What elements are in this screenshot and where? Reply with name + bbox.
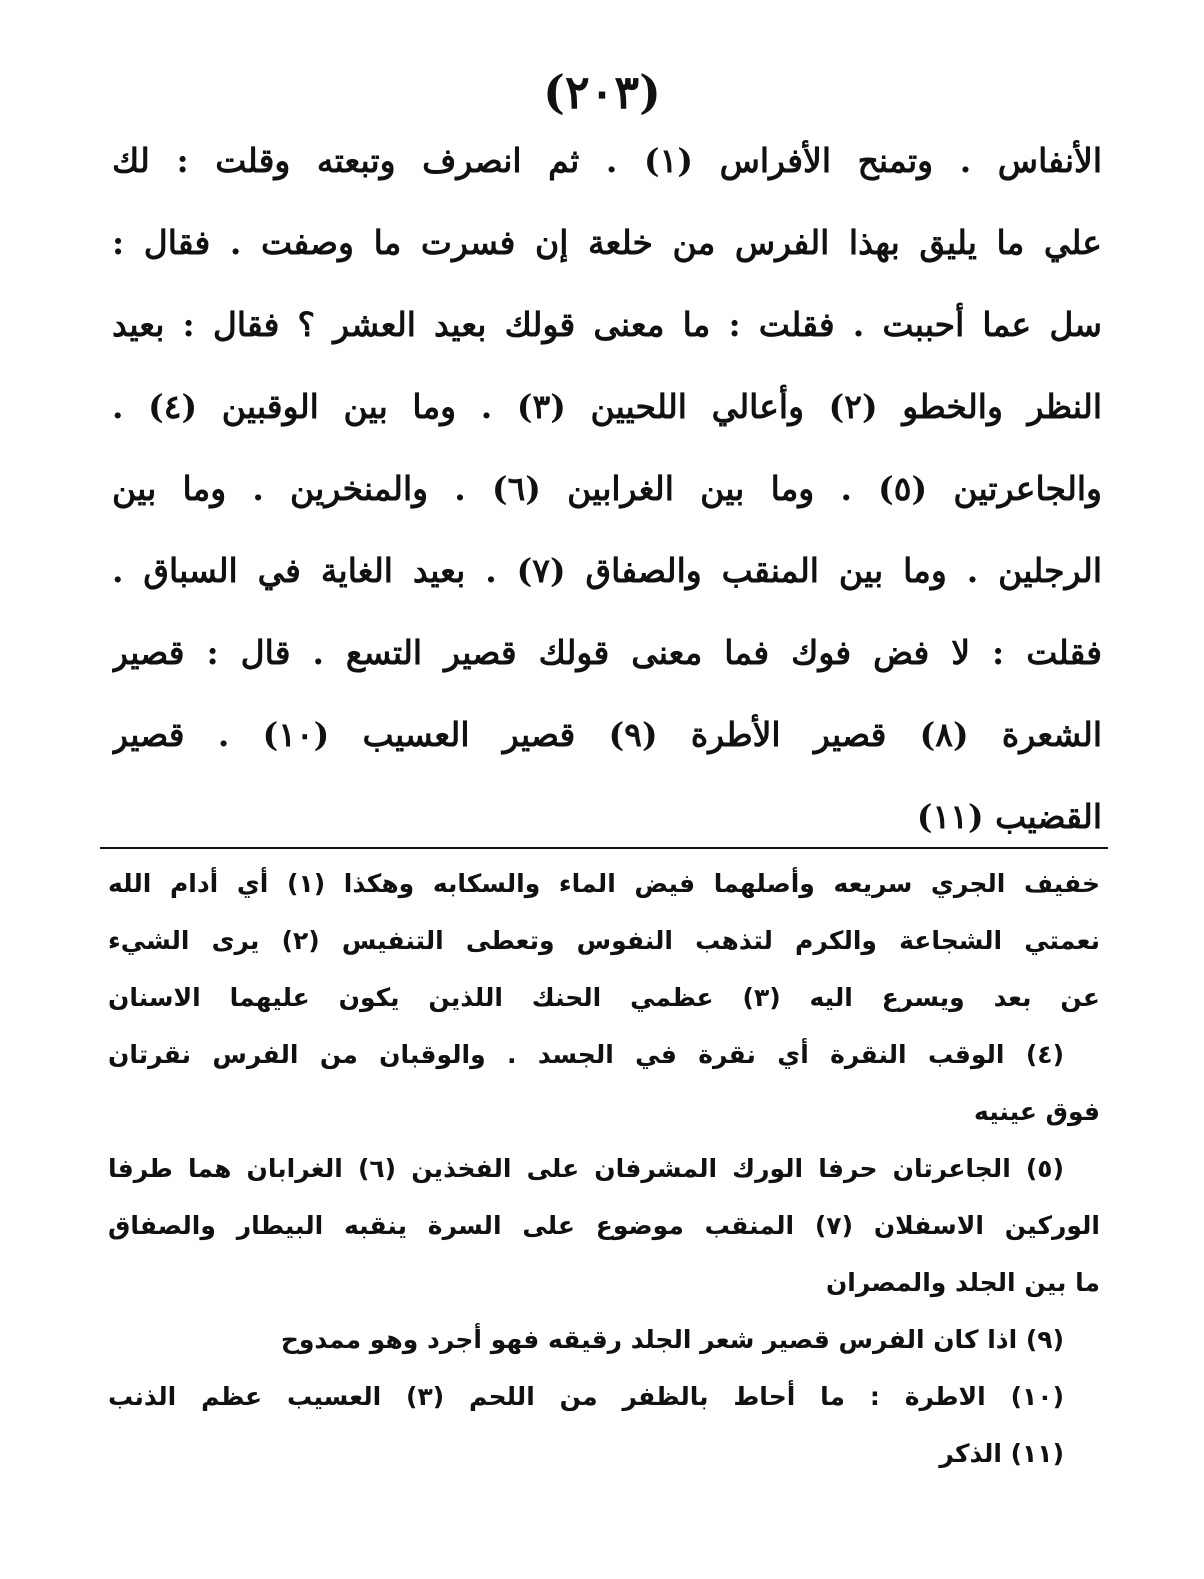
footnote-line: فوق عينيه — [974, 1097, 1100, 1126]
footnote-line: ما بين الجلد والمصران — [825, 1268, 1100, 1297]
footnote-line: عن بعد ويسرع اليه (٣) عظمي الحنك اللذين يكون عليهما الاسنان — [108, 983, 1100, 1012]
main-text-line: فقلت : لا فض فوك فما معنى قولك قصير التسع . قال : قصير — [112, 633, 1102, 672]
footnote-line: (٩) اذا كان الفرس قصير شعر الجلد رقيقه فهو أجرد وهو ممدوح — [280, 1325, 1064, 1354]
footnote-line: نعمتي الشجاعة والكرم لتذهب النفوس وتعطى التنفيس (٢) يرى الشيء — [108, 926, 1100, 955]
main-text-line: والجاعرتين (٥) . وما بين الغرابين (٦) . والمنخرين . وما بين — [112, 469, 1102, 508]
footnote-line: خفيف الجري سريعه وأصلهما فيض الماء والسكابه وهكذا (١) أي أدام الله — [108, 869, 1100, 898]
main-text-line: سل عما أحببت . فقلت : ما معنى قولك بعيد العشر ؟ فقال : بعيد — [112, 305, 1102, 344]
main-text-line: علي ما يليق بهذا الفرس من خلعة إن فسرت ما وصفت . فقال : — [112, 223, 1102, 262]
main-text-line: القضيب (١١) — [916, 797, 1102, 836]
footnote-line: (١٠) الاطرة : ما أحاط بالظفر من اللحم (٣) العسيب عظم الذنب — [108, 1382, 1064, 1411]
page-number: (٢٠٣) — [543, 65, 661, 119]
footnote-divider — [100, 847, 1108, 849]
main-text-line: النظر والخطو (٢) وأعالي اللحيين (٣) . وما بين الوقبين (٤) . — [112, 387, 1102, 426]
footnote-line: (٤) الوقب النقرة أي نقرة في الجسد . والوقبان من الفرس نقرتان — [108, 1040, 1064, 1069]
footnote-line: الوركين الاسفلان (٧) المنقب موضوع على السرة ينقبه البيطار والصفاق — [108, 1211, 1100, 1240]
main-text — [112, 120, 1102, 858]
main-text-line: الشعرة (٨) قصير الأطرة (٩) قصير العسيب (١٠) . قصير — [112, 715, 1102, 754]
footnote-line: (١١) الذكر — [939, 1439, 1064, 1468]
main-text-line: الرجلين . وما بين المنقب والصفاق (٧) . بعيد الغاية في السباق . — [112, 551, 1102, 590]
footnote-line: (٥) الجاعرتان حرفا الورك المشرفان على الفخذين (٦) الغرابان هما طرفا — [108, 1154, 1064, 1183]
main-text-line: الأنفاس . وتمنح الأفراس (١) . ثم انصرف وتبعته وقلت : لك — [112, 141, 1102, 180]
footnotes — [108, 855, 1100, 1482]
